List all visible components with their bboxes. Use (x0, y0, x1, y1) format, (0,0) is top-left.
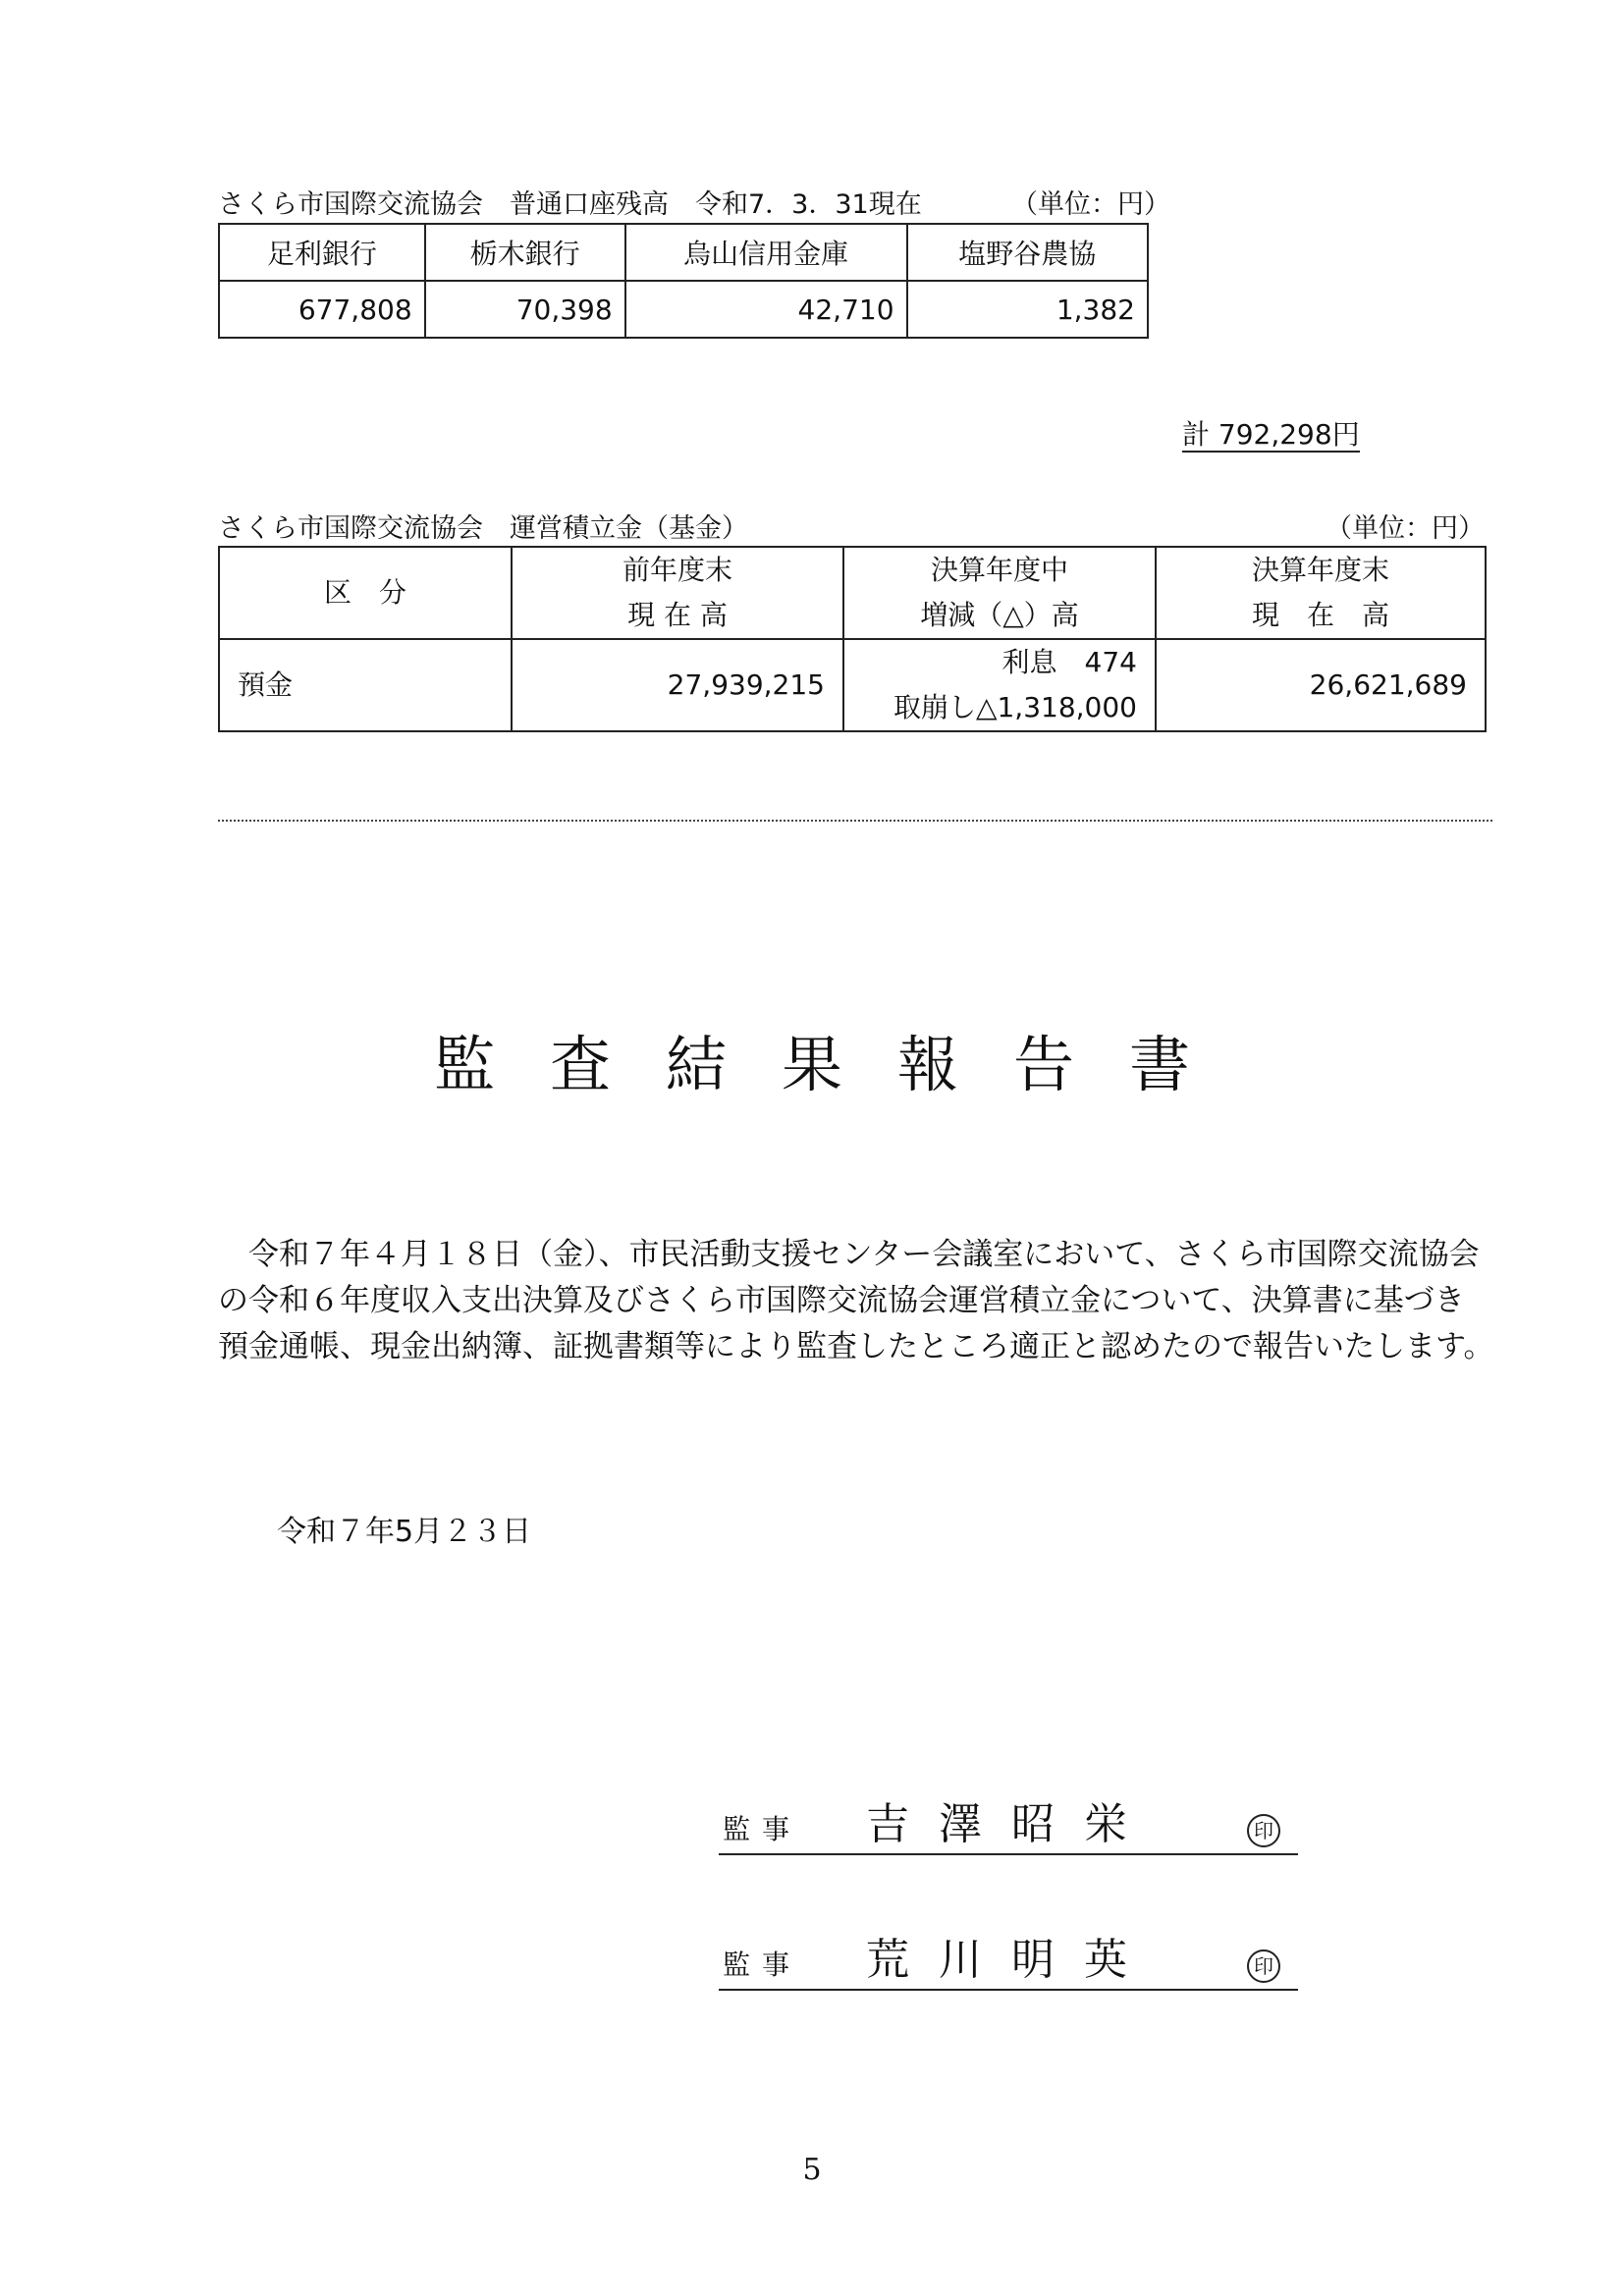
report-title: 監査結果報告書 (433, 1029, 1245, 1100)
table-header-row (219, 224, 1148, 281)
seal-mark: 印 (1247, 1949, 1280, 1983)
balance-total: 計 792,298円 (1182, 418, 1360, 451)
table-row (219, 639, 1486, 731)
end-header-line1: 決算年度末 (1251, 554, 1389, 586)
table-header-row (219, 547, 1486, 639)
fund-table-unit: （単位：円） (1326, 513, 1485, 544)
bank-name-cell: 足利銀行 (219, 224, 425, 281)
bank-balance-table (218, 223, 1149, 339)
fund-table (218, 546, 1487, 732)
category-header: 区 分 (219, 547, 512, 639)
end-header-line2: 現 在 高 (1251, 599, 1389, 631)
change-header (843, 547, 1156, 639)
prev-balance-cell: 27,939,215 (512, 639, 843, 731)
balance-table-unit: （単位：円） (1011, 189, 1170, 220)
end-balance-header (1156, 547, 1486, 639)
balance-cell: 42,710 (625, 281, 907, 338)
bank-name-cell: 栃木銀行 (425, 224, 625, 281)
change-cell (843, 639, 1156, 731)
report-body: 令和７年４月１８日（金）、市民活動支援センター会議室において、さくら市国際交流協会の令和６年度収入支出決算及びさくら市国際交流協会運営積立金について、決算書に基づき預金通帳、現金出納簿、証拠書類等により監査したところ適正と認めたので報告いたします。 (218, 1237, 1494, 1364)
table-row (219, 281, 1148, 338)
balance-cell: 677,808 (219, 281, 425, 338)
balance-cell: 1,382 (907, 281, 1148, 338)
signature-name: 荒川明英 (866, 1935, 1157, 1985)
seal-mark: 印 (1247, 1814, 1280, 1847)
signature-line-2 (719, 1934, 1298, 1991)
withdrawal-line: 取崩し△1,318,000 (893, 691, 1137, 723)
report-date: 令和７年5月２３日 (277, 1515, 532, 1549)
bank-name-cell: 塩野谷農協 (907, 224, 1148, 281)
prev-header-line1: 前年度末 (622, 554, 732, 586)
balance-table-title: さくら市国際交流協会 普通口座残高 令和7．3．31現在 (218, 189, 922, 220)
dotted-divider (218, 820, 1492, 822)
change-header-line2: 増減（△）高 (920, 599, 1079, 631)
signature-role: 監事 (723, 1813, 802, 1845)
page-number: 5 (802, 2153, 822, 2187)
bank-name-cell: 烏山信用金庫 (625, 224, 907, 281)
end-balance-cell: 26,621,689 (1156, 639, 1486, 731)
prev-balance-header (512, 547, 843, 639)
fund-table-title: さくら市国際交流協会 運営積立金（基金） (218, 513, 748, 544)
signature-name: 吉澤昭栄 (866, 1799, 1157, 1849)
interest-line: 利息 474 (1001, 646, 1137, 678)
change-header-line1: 決算年度中 (930, 554, 1068, 586)
balance-cell: 70,398 (425, 281, 625, 338)
signature-role: 監事 (723, 1949, 802, 1981)
signature-line-1 (719, 1798, 1298, 1855)
prev-header-line2: 現 在 高 (627, 599, 728, 631)
row-label: 預金 (219, 639, 512, 731)
